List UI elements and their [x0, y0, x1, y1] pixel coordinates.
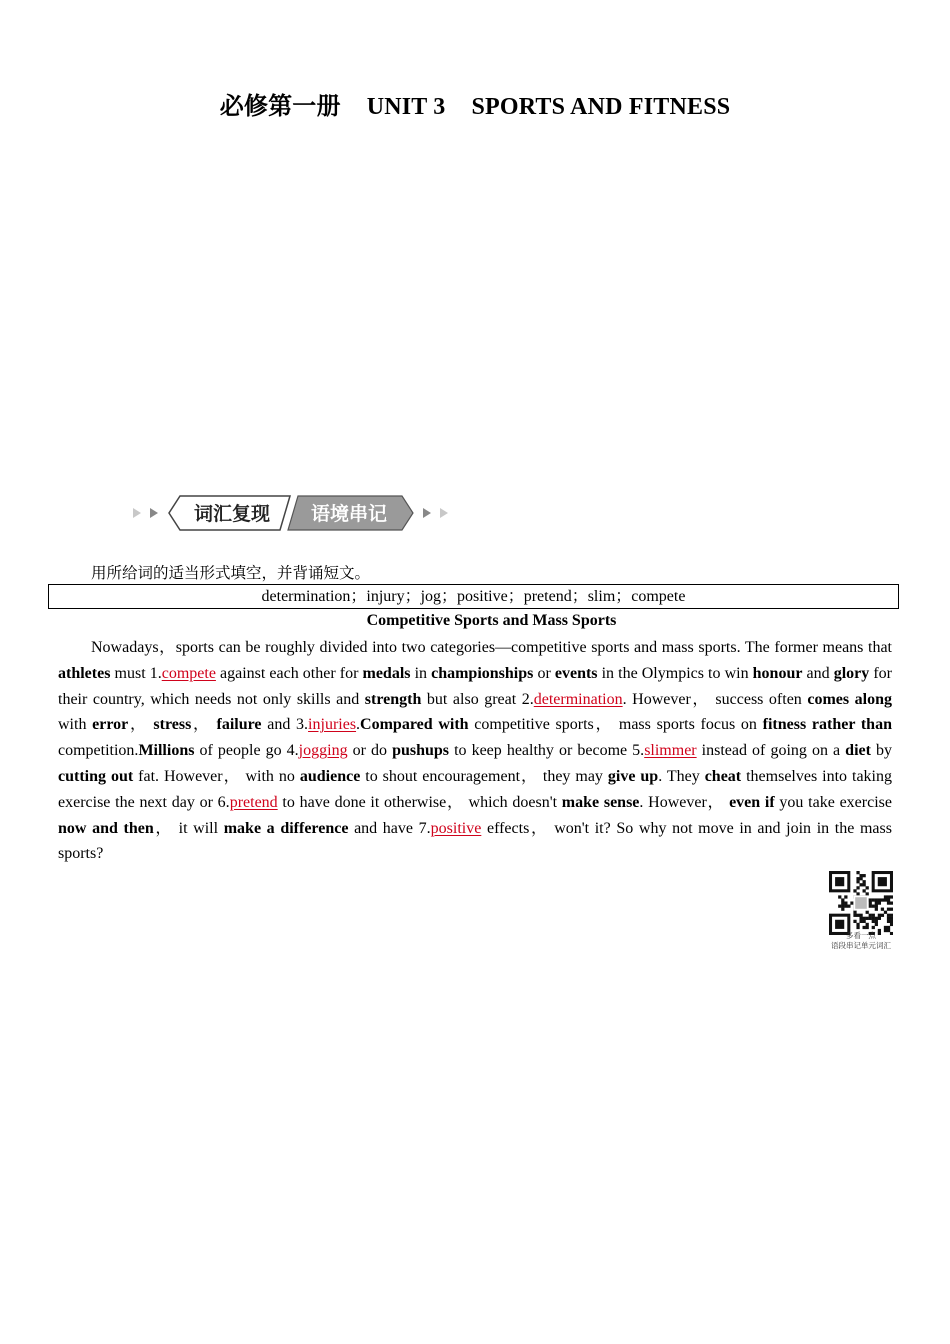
- key-phrase: cheat: [704, 767, 742, 785]
- passage-body: [58, 635, 892, 867]
- passage-text: instead of going on a: [696, 742, 846, 760]
- unit-label: UNIT 3: [366, 94, 446, 120]
- passage-text: you take exercise: [774, 793, 892, 811]
- answer-blank: positive: [430, 819, 482, 837]
- passage-text: to have done it otherwise， which doesn't: [277, 793, 562, 811]
- key-phrase: Millions: [138, 742, 195, 760]
- qr-code-icon[interactable]: [829, 871, 893, 935]
- unit-title: SPORTS AND FITNESS: [471, 94, 731, 120]
- passage-text: or do: [347, 742, 393, 760]
- passage-text: competition.: [58, 742, 139, 760]
- key-phrase: now and then: [58, 819, 154, 837]
- passage-text: and: [802, 664, 834, 682]
- qr-caption-line1: 多看一点: [846, 931, 876, 940]
- passage-text: . However， success often: [622, 690, 808, 708]
- banner-right-label: 语境串记: [310, 503, 388, 525]
- right-arrows-icon: [423, 508, 448, 518]
- passage-text: effects， won't it? So why not move in and join in the mass sports?: [58, 819, 892, 863]
- passage-text: but also great 2.: [421, 690, 534, 708]
- key-phrase: error: [92, 716, 129, 734]
- book-label: 必修第一册: [219, 92, 341, 120]
- passage-text: .: [356, 716, 361, 734]
- passage-text: and have 7.: [348, 819, 431, 837]
- key-phrase: fitness rather than: [762, 716, 892, 734]
- key-phrase: glory: [833, 664, 870, 682]
- passage-text: must 1.: [110, 664, 162, 682]
- key-phrase: make sense: [561, 793, 640, 811]
- passage-text: of people go 4.: [194, 742, 299, 760]
- passage-text: . However，: [639, 793, 730, 811]
- key-phrase: cutting out: [58, 767, 134, 785]
- key-phrase: Compared with: [360, 716, 469, 734]
- passage-text: Nowadays，sports can be roughly divided into two categories—competitive sports and mass sports. The former means that: [91, 639, 892, 656]
- page-title: [0, 86, 950, 121]
- key-phrase: events: [554, 664, 598, 682]
- key-phrase: athletes: [58, 664, 111, 682]
- passage-text: to shout encouragement， they may: [360, 767, 608, 785]
- key-phrase: strength: [364, 690, 422, 708]
- key-phrase: stress: [153, 716, 192, 734]
- key-phrase: even if: [729, 793, 775, 811]
- answer-blank: injuries: [308, 716, 357, 734]
- passage-text: to keep healthy or become 5.: [449, 742, 645, 760]
- key-phrase: medals: [362, 664, 411, 682]
- key-phrase: comes along: [807, 690, 893, 708]
- answer-blank: slimmer: [644, 742, 697, 760]
- answer-blank: compete: [161, 664, 216, 682]
- answer-blank: pretend: [229, 793, 278, 811]
- passage-text: . They: [658, 767, 705, 785]
- answer-blank: jogging: [298, 742, 348, 760]
- passage-text: fat. However， with no: [133, 767, 300, 785]
- qr-caption: [822, 931, 900, 951]
- passage-text: with: [58, 716, 93, 734]
- key-phrase: championships: [431, 664, 534, 682]
- passage-text: or: [533, 664, 555, 682]
- key-phrase: audience: [299, 767, 361, 785]
- banner-left-label: 词汇复现: [193, 503, 271, 525]
- section-banner: [132, 493, 452, 533]
- key-phrase: make a difference: [223, 819, 349, 837]
- passage-title: Competitive Sports and Mass Sports: [366, 612, 617, 629]
- left-arrows-icon: [133, 508, 158, 518]
- passage-text: in: [410, 664, 432, 682]
- passage-text: for their country, which needs not only skills and: [58, 664, 893, 708]
- key-phrase: honour: [752, 664, 803, 682]
- qr-caption-line2: 语段串记单元词汇: [831, 941, 891, 950]
- passage-text: competitive sports， mass sports focus on: [468, 716, 763, 734]
- key-phrase: pushups: [392, 742, 450, 760]
- passage-text: by: [870, 742, 893, 760]
- passage-text: ，: [191, 716, 217, 734]
- passage-text: against each other for: [215, 664, 363, 682]
- answer-blank: determination: [533, 690, 623, 708]
- passage-text: themselves into taking exercise the next day or 6.: [58, 767, 892, 811]
- passage-text: ，: [128, 716, 154, 734]
- key-phrase: failure: [216, 716, 262, 734]
- passage-text: and 3.: [261, 716, 309, 734]
- instruction-text: 用所给词的适当形式填空，并背诵短文。: [91, 564, 371, 582]
- word-bank: determination；injury；jog；positive；pretend；slim；compete: [48, 584, 899, 609]
- passage-text: ， it will: [153, 819, 224, 837]
- passage-text: in the Olympics to win: [597, 664, 753, 682]
- key-phrase: diet: [845, 742, 871, 760]
- key-phrase: give up: [607, 767, 659, 785]
